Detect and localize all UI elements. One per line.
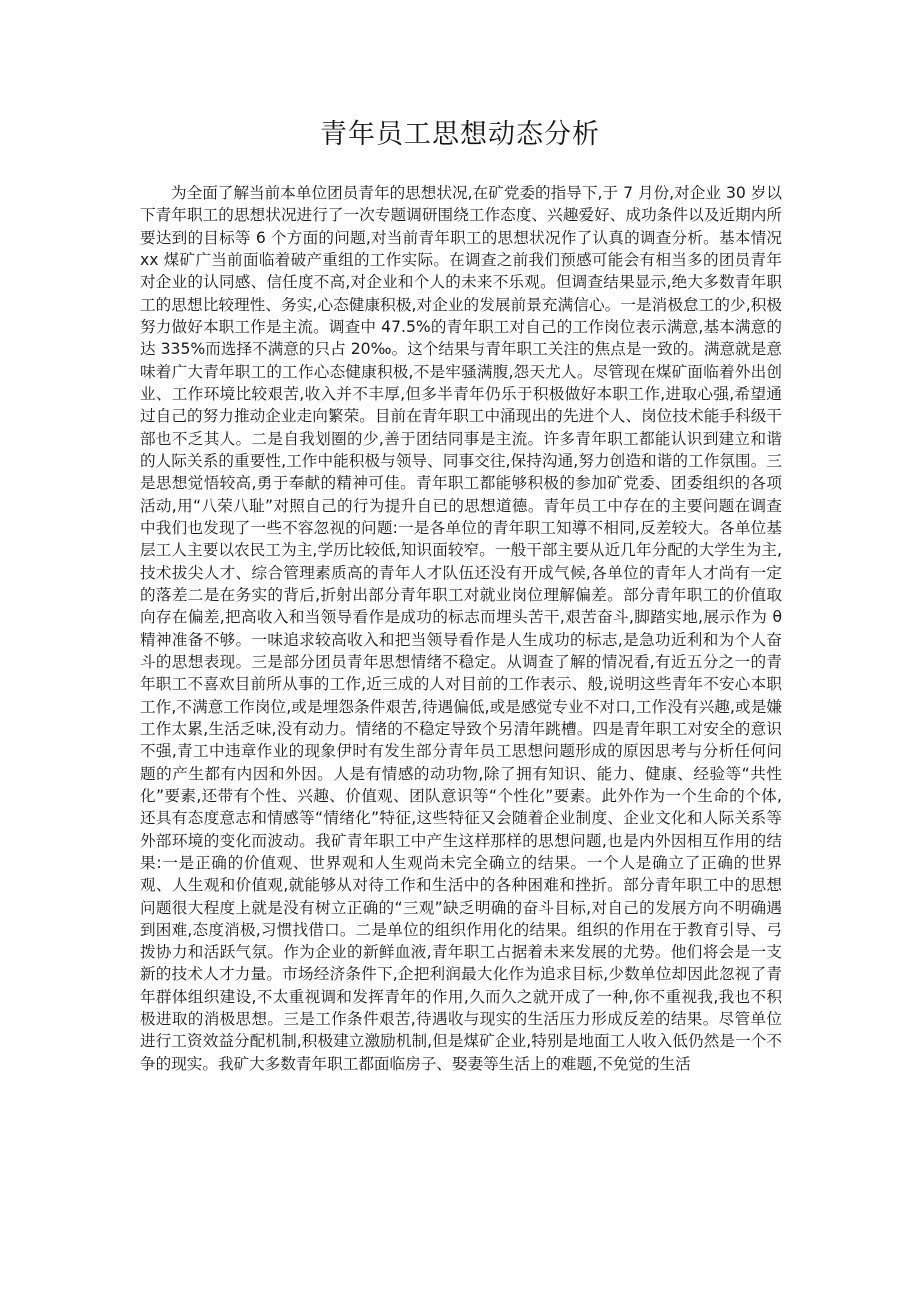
document-title: 青年员工思想动态分析 <box>320 119 600 150</box>
document-body: 为全面了解当前本单位团员青年的思想状况,在矿党委的指导下,于 7 月份,对企业 30 岁以下青年职工的思想状况进行了一次专题调研围绕工作态度、兴趣爱好、成功条件以及近期内所要达到的目标等 6 个方面的问题,对当前青年职工的思想状况作了认真的调查分析。基本情况 xx 煤矿广当前面临着破产重组的工作实际。在调查之前我们预感可能会有相当多的团员青年对企业的认同感、信任度不高,对企业和个人的未来不乐观。但调查结果显示,绝大多数青年职工的思想比较理性、务实,心态健康积极,对企业的发展前景充满信心。一是消极怠工的少,积极努力做好本职工作是主流。调查中 47.5%的青年职工对自己的工作岗位表示满意,基本满意的达 335%而选择不满意的只占 20‰。这个结果与青年职工关注的焦点是一致的。满意就是意味着广大青年职工的工作心态健康积极,不是牢骚满腹,怨天尤人。尽管现在煤矿面临着外出创业、工作环境比较艰苦,收入并不丰厚,但多半青年仍乐于积极做好本职工作,进取心强,希望通过自己的努力推动企业走向繁荣。目前在青年职工中涌现出的先进个人、岗位技术能手科级干部也不乏其人。二是自我划圈的少,善于团结同事是主流。许多青年职工都能认识到建立和谐的人际关系的重要性,工作中能积极与领导、同事交往,保持沟通,努力创造和谐的工作氛围。三是思想觉悟较高,勇于奉献的精神可佳。青年职工都能够积极的参加矿党委、团委组织的各项活动,用“八荣八耻”对照自己的行为提升自已的思想道德。青年员工中存在的主要问题在调查中我们也发现了一些不容忽视的问题:一是各单位的青年职工知導不相同,反差较大。各单位基层工人主要以农民工为主,学历比较低,知识面较窄。一般干部主要从近几年分配的大学生为主,技术拔尖人才、综合管理素质高的青年人才队伍还没有开成气候,各单位的青年人才尚有一定的落差二是在务实的背后,折射出部分青年职工对就业岗位理解偏差。部分青年职工的价值取向存在偏差,把高收入和当领导看作是成功的标志而埋头苦干,艰苦奋斗,脚踏实地,展示作为 θ 精神准备不够。一味追求较高收入和把当领导看作是人生成功的标志,是急功近利和为个人奋斗的思想表现。三是部分团员青年思想情绪不稳定。从调查了解的情况看,有近五分之一的青年职工不喜欢目前所从事的工作,近三成的人对目前的工作表示、般,说明这些青年不安心本职工作,不满意工作岗位,或是埋怨条件艰苦,待遇偏低,或是感觉专业不对口,工作没有兴趣,或是嫌工作太累,生活乏味,没有动力。情绪的不稳定导致个另清年跳槽。四是青年职工对安全的意识不强,青工中违章作业的现象伊时有发生部分青年员工思想问题形成的原因思考与分析任何问题的产生都有内因和外因。人是有情感的动功物,除了拥有知识、能力、健康、经验等“共性化”要素,还带有个性、兴趣、价值观、团队意识等“个性化”要素。此外作为一个生命的个体,还具有态度意志和情感等“情绪化”特征,这些特征又会随着企业制度、企业文化和人际关系等外部环境的变化而波动。我矿青年职工中产生这样那样的思想问题,也是内外因相互作用的结果:一是正确的价值观、世界观和人生观尚未完全确立的结果。一个人是确立了正确的世界观、人生观和价值观,就能够从对待工作和生活中的各种困难和挫折。部分青年职工中的思想问题很大程度上就是没有树立正确的“三观”缺乏明确的奋斗目标,对自己的发展方向不明确遇到困难,态度消极,习惯找借口。二是单位的组织作用化的结果。组织的作用在于教育引导、弓拨协力和活跃气氛。作为企业的新鲜血液,青年职工占据着未来发展的尤势。他们将会是一支新的技术人才力量。市场经济条件下,企把利润最大化作为追求目标,少数单位却因此忽视了青年群体组织建设,不太重视调和发挥青年的作用,久而久之就开成了一种,你不重视我,我也不积极进取的消极思想。三是工作条件艰苦,待遇收与现实的生活压力形成反差的结果。尽管单位进行工资效益分配机制,积极建立激励机制,但是煤矿企业,特别是地面工人收入低仍然是一个不争的现实。我矿大多数青年职工都面临房子、娶妻等生活上的难题,不免觉的生活 <box>140 184 782 1073</box>
